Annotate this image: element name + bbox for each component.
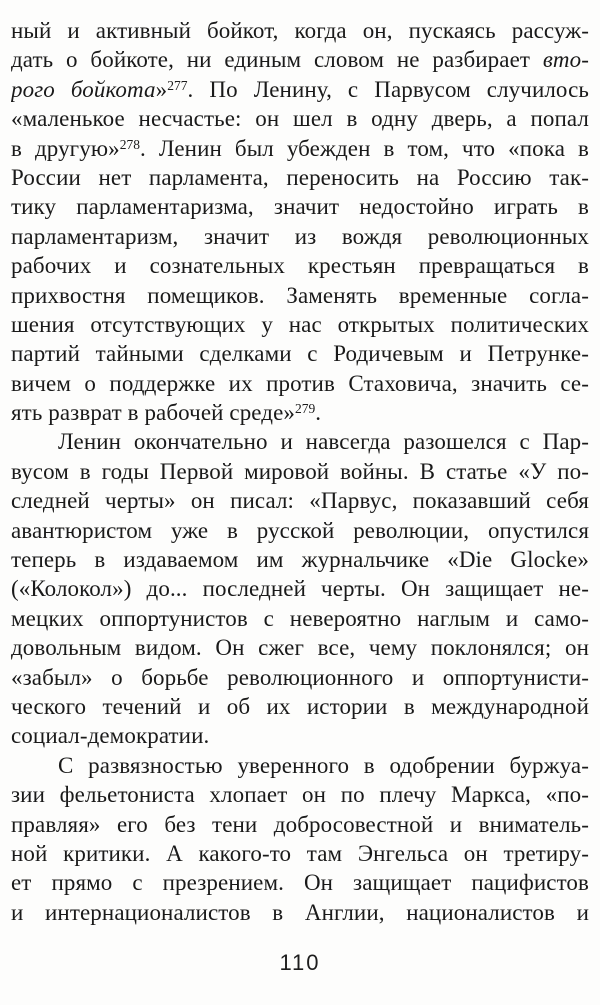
- text-line: ческого течений и об их истории в международной: [11, 693, 589, 719]
- text-line: дать о бойкоте, ни единым словом не разбирает вто-: [11, 47, 589, 73]
- footnote-reference: 277: [167, 77, 188, 93]
- text-line: «забыл» о борьбе революционного и оппортунисти-: [11, 664, 589, 690]
- text-line: вичем о поддержке их против Стаховича, значить се-: [11, 370, 589, 396]
- text-line: ный и активный бойкот, когда он, пускаясь рассуж-: [11, 18, 589, 43]
- text-line: рабочих и сознательных крестьян превращаться в: [11, 253, 589, 279]
- text-line: шения отсутствующих у нас открытых политических: [11, 311, 589, 337]
- emphasized-text: рого бойкота: [11, 76, 156, 102]
- text-line: «маленькое несчастье: он шел в одну дверь, а попал: [11, 106, 589, 132]
- text-line: парламентаризм, значит из вождя революционных: [11, 223, 589, 249]
- text-line: авантюристом уже в русской революции, опустился: [11, 517, 589, 543]
- text-line: теперь в издаваемом им журнальчике «Die Glocke»: [11, 547, 589, 573]
- text-line: («Колокол») до... последней черты. Он защищает не-: [11, 576, 589, 602]
- footnote-reference: 278: [119, 136, 140, 152]
- text-line: вусом в годы Первой мировой войны. В статье «У по-: [11, 458, 589, 484]
- footnote-reference: 279: [295, 401, 316, 417]
- page-text: [11, 16, 589, 927]
- text-line: социал-демократии.: [11, 723, 210, 749]
- text-line: партий тайными сделками с Родичевым и Петрунке-: [11, 341, 589, 367]
- text-line: рого бойкота»$^{277}$. По Ленину, с Парвусом случилось: [11, 76, 589, 102]
- text-line: мецких оппортунистов с невероятно наглым и само-: [11, 605, 589, 631]
- text-line: России нет парламента, переносить на Россию так-: [11, 164, 589, 190]
- text-line: Ленин окончательно и навсегда разошелся с Пар-: [58, 429, 589, 455]
- text-line: тику парламентаризма, значит недостойно играть в: [11, 194, 589, 220]
- emphasized-text: вто-: [542, 47, 589, 73]
- text-line: правляя» его без тени добросовестной и вниматель-: [11, 811, 589, 837]
- text-line: прихвостня помещиков. Заменять временные согла-: [11, 282, 589, 308]
- text-line: зии фельетониста хлопает он по плечу Маркса, «по-: [11, 782, 589, 808]
- text-line: следней черты» он писал: «Парвус, показавший себя: [11, 488, 589, 514]
- text-line: ной критики. А какого-то там Энгельса он третиру-: [11, 840, 589, 866]
- text-line: в другую»$^{278}$. Ленин был убежден в том, что «пока в: [11, 135, 589, 161]
- text-line: С развязностью уверенного в одобрении буржуа-: [58, 752, 589, 778]
- text-line: довольным видом. Он сжег все, чему поклонялся; он: [11, 635, 589, 661]
- page-number: 110: [279, 950, 321, 975]
- text-line: ять разврат в рабочей среде»$^{279}$.: [11, 400, 322, 426]
- text-line: ет прямо с презрением. Он защищает пацифистов: [11, 870, 589, 896]
- text-line: и интернационалистов в Англии, националистов и: [11, 899, 589, 925]
